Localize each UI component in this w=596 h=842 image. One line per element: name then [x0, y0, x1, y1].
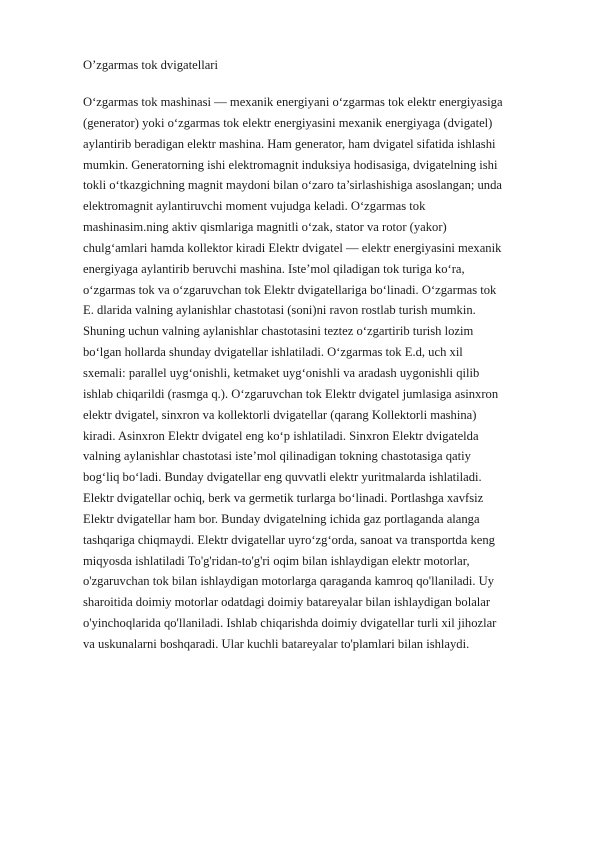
- body-line: mumkin. Generatorning ishi elektromagnit induksiya hodisasiga, dvigatelning ishi: [83, 157, 498, 172]
- body-line: aylantirib beradigan elektr mashina. Ham generator, ham dvigatel sifatida ishlashi: [83, 136, 496, 151]
- body-line: bo‘lgan hollarda shunday dvigatellar ishlatiladi. O‘zgarmas tok E.d, uch xil: [83, 345, 463, 360]
- body-line: O‘zgarmas tok mashinasi — mexanik energiyani o‘zgarmas tok elektr energiyasiga: [83, 95, 503, 109]
- body-line: E. dlarida valning aylanishlar chastotasi (soni)ni ravon rostlab turish mumkin.: [83, 303, 476, 318]
- body-line: Shuning uchun valning aylanishlar chastotasini teztez o‘zgartirib turish lozim: [83, 324, 474, 339]
- body-line: kiradi. Asinxron Elektr dvigatel eng ko‘p ishlatiladi. Sinxron Elektr dvigatelda: [83, 428, 479, 443]
- body-line: elektr dvigatel, sinxron va kollektorli dvigatellar (qarang Kollektorli mashina): [83, 407, 477, 422]
- body-line: sxemali: parallel uyg‘onishli, ketmaket uyg‘onishli va aradash uygonishli qilib: [83, 365, 480, 380]
- body-line: o‘zgarmas tok va o‘zgaruvchan tok Elektr dvigatellariga bo‘linadi. O‘zgarmas tok: [83, 282, 497, 297]
- body-line: ishlab chiqarildi (rasmga q.). O‘zgaruvchan tok Elektr dvigatel jumlasiga asinxron: [83, 386, 499, 401]
- body-line: chulg‘amlari hamda kollektor kiradi Elektr dvigatel — elektr energiyasini mexanik: [83, 240, 502, 255]
- body-line: miqyosda ishlatiladi To'g'ridan-to'g'ri oqim bilan ishlaydigan elektr motorlar,: [83, 553, 470, 568]
- document-body: [83, 92, 563, 655]
- body-line: bog‘liq bo‘ladi. Bunday dvigatellar eng quvvatli elektr yuritmalarda ishlatiladi.: [83, 470, 482, 485]
- body-line: (generator) yoki o‘zgarmas tok elektr energiyasini mexanik energiyaga (dvigatel): [83, 115, 493, 130]
- body-line: Elektr dvigatellar ham bor. Bunday dvigatelning ichida gaz portlaganda alanga: [83, 511, 480, 526]
- body-line: tashqariga chiqmaydi. Elektr dvigatellar uyro‘zg‘orda, sanoat va transportda keng: [83, 532, 495, 547]
- body-line: valning aylanishlar chastotasi iste’mol qilinadigan tokning chastotasiga qatiy: [83, 449, 471, 464]
- body-line: elektromagnit aylantiruvchi moment vujudga keladi. O‘zgarmas tok: [83, 199, 426, 214]
- body-line: va uskunalarni boshqaradi. Ular kuchli batareyalar to'plamlari bilan ishlaydi.: [83, 636, 470, 651]
- body-line: o'zgaruvchan tok bilan ishlaydigan motorlarga qaraganda kamroq qo'llaniladi. Uy: [83, 574, 495, 589]
- document-title: O’zgarmas tok dvigatellari: [83, 58, 218, 72]
- body-line: Elektr dvigatellar ochiq, berk va germetik turlarga bo‘linadi. Portlashga xavfsiz: [83, 491, 484, 506]
- body-line: tokli o‘tkazgichning magnit maydoni bilan o‘zaro ta’sirlashishiga asoslangan; unda: [83, 178, 502, 193]
- body-line: sharoitida doimiy motorlar odatdagi doimiy batareyalar bilan ishlaydigan bolalar: [83, 595, 491, 610]
- body-line: o'yinchoqlarida qo'llaniladi. Ishlab chiqarishda doimiy dvigatellar turli xil jihozlar: [83, 616, 497, 631]
- body-line: mashinasim.ning aktiv qismlariga magnitli o‘zak, stator va rotor (yakor): [83, 220, 447, 235]
- body-line: energiyaga aylantirib beruvchi mashina. Iste’mol qiladigan tok turiga ko‘ra,: [83, 261, 465, 276]
